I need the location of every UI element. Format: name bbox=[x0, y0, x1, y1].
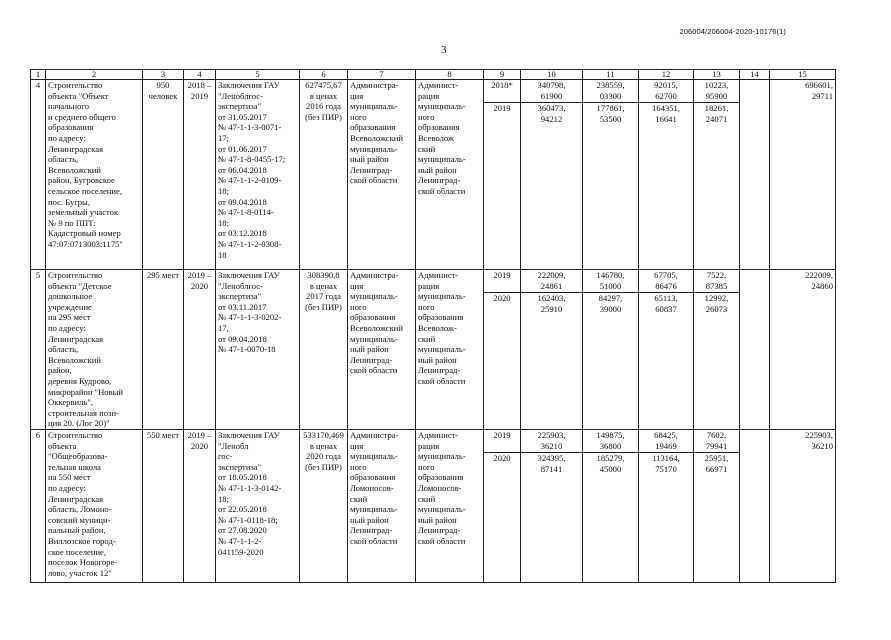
object-name: Строительство объекта "Общеобразова- тельная школа на 550 мест по адресу: Ленинградская область, Ломоно- совский муници- пальный район, Виллозское город- ское поселение, поселок Новогоре- лово, участок 12" bbox=[46, 430, 143, 583]
recipient: Админист- рация муниципаль- ного обрзования Всеволож ский муниципаль- ный район Ленинград- ской области bbox=[416, 80, 484, 270]
capacity: 550 мест bbox=[143, 430, 184, 583]
header-cell-15: 15 bbox=[770, 70, 836, 80]
amount-cell-c13 bbox=[694, 430, 740, 583]
column-14 bbox=[740, 430, 770, 583]
amount-value: 238559, 03300 bbox=[596, 80, 625, 101]
estimated-cost: 533170,469 в ценах 2020 года (без ПИР) bbox=[300, 430, 348, 583]
amount-value: 340798, 61900 bbox=[537, 80, 566, 101]
header-cell-4: 4 bbox=[184, 70, 216, 80]
total-amount: 222009, 24860 bbox=[770, 270, 836, 430]
amount-value: 18261, 24071 bbox=[694, 102, 740, 124]
amount-value: 360473, 94212 bbox=[521, 102, 583, 124]
customer: Администра- ция муниципаль- ного образования Ломоносов- ский муниципаль- ный район Ленинград- ской области bbox=[348, 430, 416, 583]
amount-value: 68425, 19469 bbox=[654, 430, 678, 451]
expert-conclusion: Заключения ГАУ "Ленобл гос- экспертиза" от 18.05.2018 № 47-1-1-3-0142- 18; от 22.05.2018 № 47-1-0118-18; от 27.08.2020 № 47-1-1-2- 041159-2020 bbox=[216, 430, 300, 583]
header-cell-5: 5 bbox=[216, 70, 300, 80]
period: 2019 – 2020 bbox=[184, 430, 216, 583]
header-cell-11: 11 bbox=[583, 70, 639, 80]
estimated-cost: 308390,8 в ценах 2017 года (без ПИР) bbox=[300, 270, 348, 430]
amount-cell-c13 bbox=[694, 80, 740, 270]
header-cell-6: 6 bbox=[300, 70, 348, 80]
amount-value: 324395, 87141 bbox=[521, 452, 583, 474]
amount-cell-c10 bbox=[521, 430, 583, 583]
header-cell-7: 7 bbox=[348, 70, 416, 80]
expert-conclusion: Заключения ГАУ "Леноблгос- экспертиза" от 03.11.2017 № 47-1-1-3-0202- 17, от 09.04.2018 № 47-1-0070-18 bbox=[216, 270, 300, 430]
amount-cell-c12 bbox=[639, 430, 694, 583]
header-row bbox=[31, 70, 836, 80]
amount-value: 146780, 51000 bbox=[596, 270, 625, 291]
header-cell-1: 1 bbox=[31, 70, 46, 80]
amount-cell-c11 bbox=[583, 270, 639, 430]
amount-value: 225903, 36210 bbox=[537, 430, 566, 451]
amount-cell-c13 bbox=[694, 270, 740, 430]
amount-value: 177861, 53500 bbox=[583, 102, 639, 124]
header-cell-2: 2 bbox=[46, 70, 143, 80]
estimated-cost: 627475,67 в ценах 2016 года (без ПИР) bbox=[300, 80, 348, 270]
column-14 bbox=[740, 270, 770, 430]
amount-cell-c12 bbox=[639, 270, 694, 430]
amount-cell-c12 bbox=[639, 80, 694, 270]
total-amount: 696601, 29711 bbox=[770, 80, 836, 270]
year-cell bbox=[484, 80, 521, 270]
period: 2018 – 2019 bbox=[184, 80, 216, 270]
header-cell-10: 10 bbox=[521, 70, 583, 80]
table-row bbox=[31, 270, 836, 430]
row-number: 6 bbox=[31, 430, 46, 583]
header-cell-14: 14 bbox=[740, 70, 770, 80]
page-number: 3 bbox=[441, 44, 447, 56]
amount-value: 7522, 87385 bbox=[705, 270, 728, 291]
row-number: 5 bbox=[31, 270, 46, 430]
capacity: 950 человек bbox=[143, 80, 184, 270]
customer: Администра- ция муниципаль- ного образования Всеволожский муниципаль- ный район Ленинград- ской области bbox=[348, 80, 416, 270]
year-cell bbox=[484, 270, 521, 430]
amount-value: 65113, 60837 bbox=[639, 292, 694, 314]
expert-conclusion: Заключения ГАУ "Леноблгос- экспертиза" от 31.05.2017 № 47-1-1-3-0071- 17; от 01.06.2017 № 47-1-8-0455-17; от 06.04.2018 № 47-1-1-2-0109- 18; от 09.04.2018 № 47-1-8-0114- 18; от 03.12.2018 № 47-1-1-2-0308- 18 bbox=[216, 80, 300, 270]
customer: Администра- ция муниципаль- ного образования Всеволожский муниципаль- ный район Ленинград- ской области bbox=[348, 270, 416, 430]
amount-value: 12992, 26073 bbox=[694, 292, 740, 314]
object-name: Строительство объекта "Детское дошкольное учреждение на 295 мест по адресу: Ленинградская область, Всеволожский район, деревня Кудрово, микрорайон "Новый Оккервиль", строительная пози- ция 20. (Лог 20)" bbox=[46, 270, 143, 430]
recipient: Админист- рация муниципаль- ного образования Всеволож- ский муниципаль- ный район Ленинград- ской области bbox=[416, 270, 484, 430]
amount-value: 10223, 95900 bbox=[704, 80, 729, 101]
amount-cell-c11 bbox=[583, 80, 639, 270]
year-value: 2020 bbox=[484, 292, 521, 304]
table-row bbox=[31, 80, 836, 270]
object-name: Строительство объекта "Объект начального и среднего общего образования по адресу: Ленинградская область, Всеволожский район, Бугровское сельское поселение, пос. Бугры, земельный участок № 9 по ППТ: Кадастровый номер 47:07:0713003:1175" bbox=[46, 80, 143, 270]
amount-value: 84297, 39000 bbox=[583, 292, 639, 314]
amount-value: 113164, 75170 bbox=[639, 452, 694, 474]
capacity: 295 мест bbox=[143, 270, 184, 430]
document-number: 206004/206004-2020-10176(1) bbox=[679, 27, 786, 36]
row-number: 4 bbox=[31, 80, 46, 270]
amount-value: 162403, 25910 bbox=[521, 292, 583, 314]
amount-value: 25951, 66971 bbox=[694, 452, 740, 474]
amount-value: 149875, 36800 bbox=[596, 430, 625, 451]
total-amount: 225903, 36210 bbox=[770, 430, 836, 583]
header-cell-8: 8 bbox=[416, 70, 484, 80]
amount-value: 222009, 24861 bbox=[537, 270, 566, 291]
investment-table bbox=[30, 69, 836, 583]
period: 2019 – 2020 bbox=[184, 270, 216, 430]
year-value: 2019 bbox=[484, 102, 521, 114]
amount-cell-c10 bbox=[521, 80, 583, 270]
amount-value: 67705, 86476 bbox=[654, 270, 678, 291]
column-14 bbox=[740, 80, 770, 270]
year-value: 2019 bbox=[493, 430, 511, 440]
amount-value: 185279, 45000 bbox=[583, 452, 639, 474]
recipient: Админист- рация муниципаль- ного образования Ломоносов- ский муниципаль- ный район Ленинград- ской области bbox=[416, 430, 484, 583]
header-cell-13: 13 bbox=[694, 70, 740, 80]
header-cell-12: 12 bbox=[639, 70, 694, 80]
amount-value: 164351, 16641 bbox=[639, 102, 694, 124]
amount-value: 92015, 62700 bbox=[654, 80, 678, 101]
year-value: 2018* bbox=[491, 80, 513, 90]
year-value: 2020 bbox=[484, 452, 521, 464]
header-cell-9: 9 bbox=[484, 70, 521, 80]
amount-cell-c10 bbox=[521, 270, 583, 430]
amount-value: 7602, 79941 bbox=[705, 430, 728, 451]
year-cell bbox=[484, 430, 521, 583]
amount-cell-c11 bbox=[583, 430, 639, 583]
table-row bbox=[31, 430, 836, 583]
header-cell-3: 3 bbox=[143, 70, 184, 80]
year-value: 2019 bbox=[493, 270, 511, 280]
